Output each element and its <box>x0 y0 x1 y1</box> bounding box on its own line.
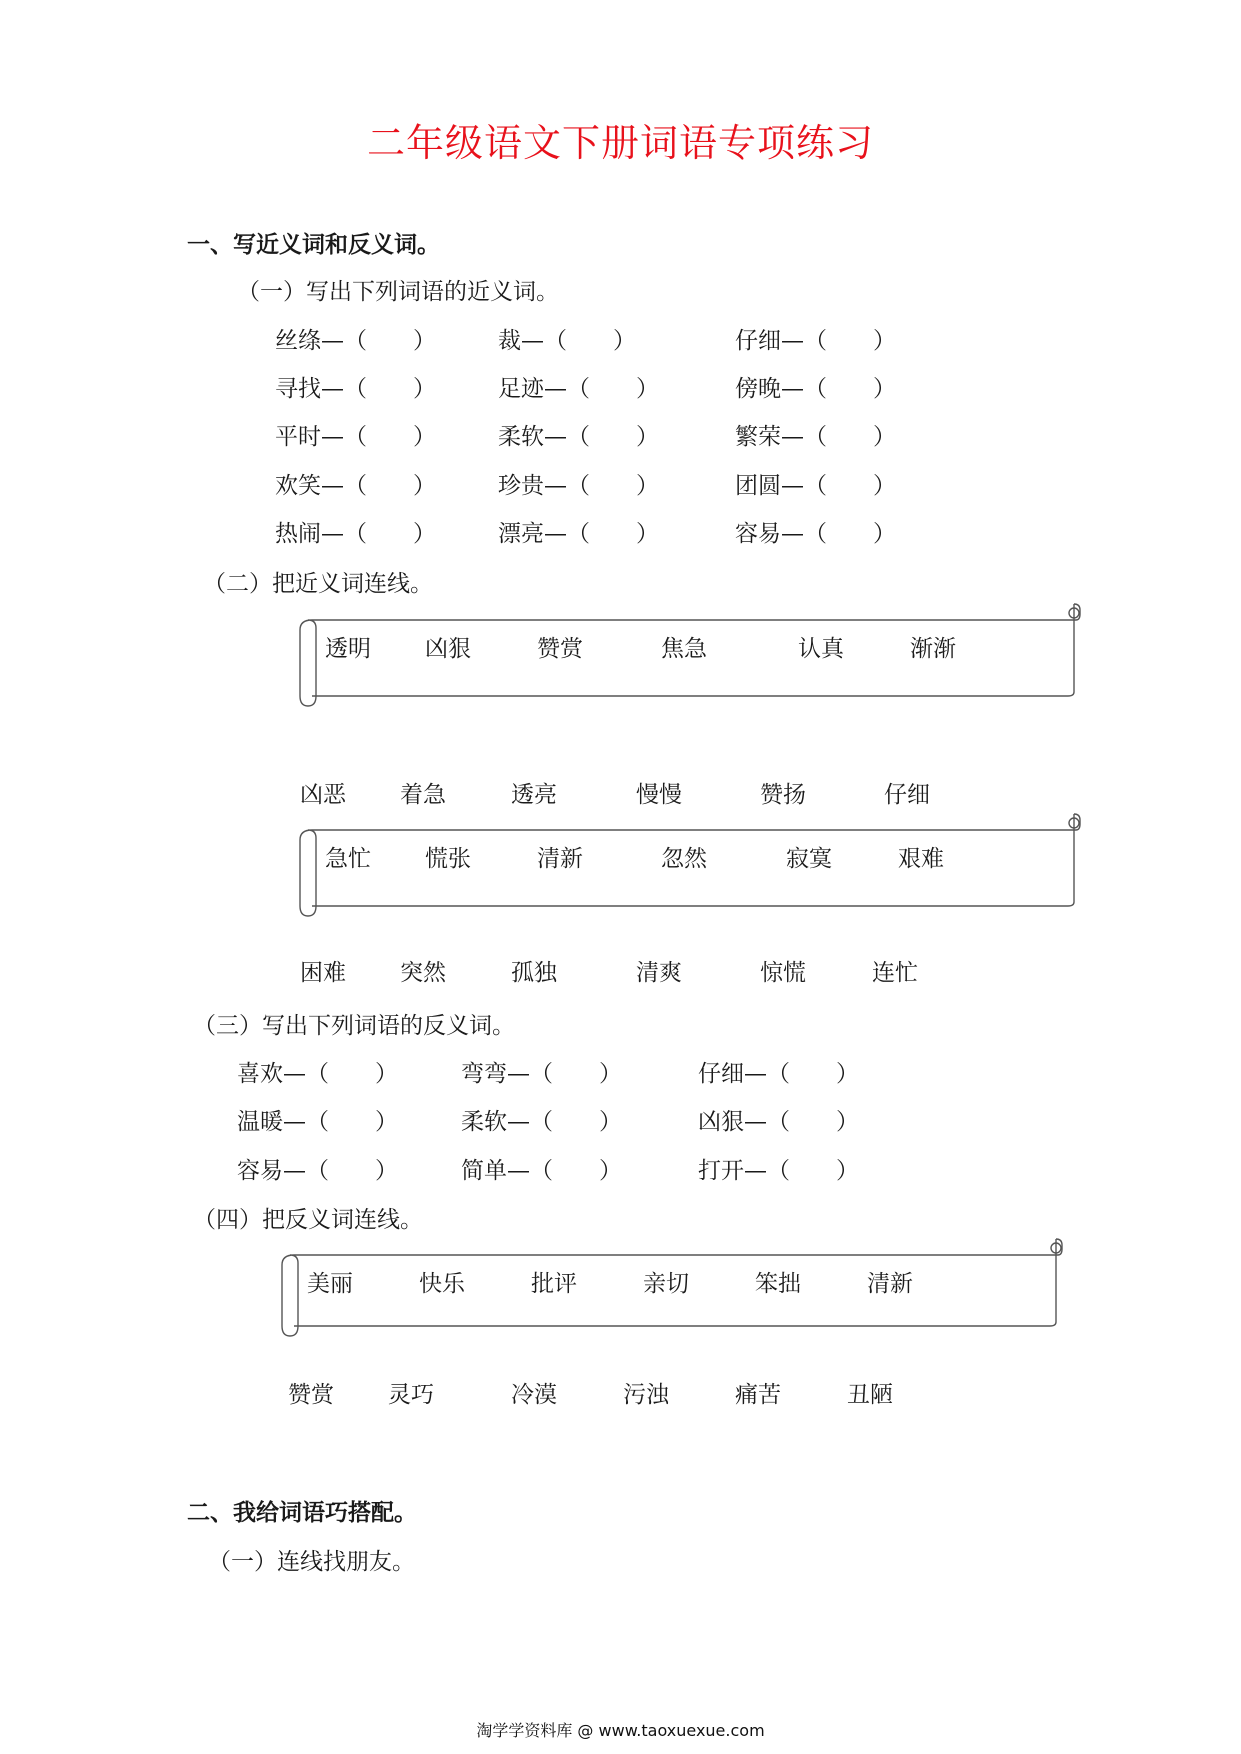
word-chip[interactable]: 凶恶 <box>300 782 346 808</box>
word-chip[interactable]: 赞赏 <box>288 1382 334 1408</box>
part4-heading: （四）把反义词连线。 <box>193 1207 423 1233</box>
antonym-item: 喜欢—（ ） <box>237 1061 398 1087</box>
word-chip[interactable]: 凶狠 <box>425 636 471 662</box>
antonym-item: 凶狠—（ ） <box>698 1109 859 1135</box>
antonym-item: 打开—（ ） <box>698 1158 859 1184</box>
antonym-item: 简单—（ ） <box>461 1158 622 1184</box>
word-chip[interactable]: 仔细 <box>884 782 930 808</box>
word-chip[interactable]: 美丽 <box>307 1271 353 1297</box>
word-chip[interactable]: 忽然 <box>661 846 707 872</box>
synonym-item: 寻找—（ ） <box>275 376 436 402</box>
word-chip[interactable]: 快乐 <box>419 1271 465 1297</box>
footer-watermark: 淘学学资料库 @ www.taoxuexue.com <box>476 1721 765 1740</box>
word-chip[interactable]: 透明 <box>325 636 371 662</box>
word-chip[interactable]: 突然 <box>400 960 446 986</box>
word-chip[interactable]: 批评 <box>531 1271 577 1297</box>
part2-heading: （二）把近义词连线。 <box>203 571 433 597</box>
word-chip[interactable]: 着急 <box>400 782 446 808</box>
synonym-item: 团圆—（ ） <box>735 473 896 499</box>
synonym-item: 容易—（ ） <box>735 521 896 547</box>
synonym-item: 柔软—（ ） <box>498 424 659 450</box>
word-chip[interactable]: 清新 <box>537 846 583 872</box>
word-chip[interactable]: 渐渐 <box>910 636 956 662</box>
word-chip[interactable]: 冷漠 <box>511 1382 557 1408</box>
synonym-item: 珍贵—（ ） <box>498 473 659 499</box>
antonym-item: 容易—（ ） <box>237 1158 398 1184</box>
synonym-item: 丝绦—（ ） <box>275 328 436 354</box>
synonym-item: 平时—（ ） <box>275 424 436 450</box>
word-chip[interactable]: 艰难 <box>898 846 944 872</box>
word-chip[interactable]: 慌张 <box>425 846 471 872</box>
word-chip[interactable]: 连忙 <box>872 960 918 986</box>
page-title: 二年级语文下册词语专项练习 <box>366 121 874 165</box>
word-chip[interactable]: 清新 <box>867 1271 913 1297</box>
synonym-item: 漂亮—（ ） <box>498 521 659 547</box>
word-chip[interactable]: 痛苦 <box>735 1382 781 1408</box>
synonym-item: 傍晚—（ ） <box>735 376 896 402</box>
synonym-item: 欢笑—（ ） <box>275 473 436 499</box>
word-chip[interactable]: 惊慌 <box>760 960 806 986</box>
word-chip[interactable]: 笨拙 <box>755 1271 801 1297</box>
synonym-item: 仔细—（ ） <box>735 328 896 354</box>
word-chip[interactable]: 赞赏 <box>537 636 583 662</box>
word-chip[interactable]: 寂寞 <box>786 846 832 872</box>
word-chip[interactable]: 急忙 <box>325 846 371 872</box>
part1-heading: （一）写出下列词语的近义词。 <box>237 279 559 305</box>
section2-heading: 二、我给词语巧搭配。 <box>187 1499 417 1526</box>
word-chip[interactable]: 清爽 <box>636 960 682 986</box>
part3-heading: （三）写出下列词语的反义词。 <box>193 1013 515 1039</box>
synonym-item: 热闹—（ ） <box>275 521 436 547</box>
word-chip[interactable]: 丑陋 <box>847 1382 893 1408</box>
antonym-item: 弯弯—（ ） <box>461 1061 622 1087</box>
word-chip[interactable]: 孤独 <box>511 960 557 986</box>
antonym-item: 仔细—（ ） <box>698 1061 859 1087</box>
section1-heading: 一、写近义词和反义词。 <box>187 231 440 258</box>
antonym-item: 温暖—（ ） <box>237 1109 398 1135</box>
word-chip[interactable]: 认真 <box>798 636 844 662</box>
synonym-item: 裁—（ ） <box>498 328 636 354</box>
synonym-item: 足迹—（ ） <box>498 376 659 402</box>
word-chip[interactable]: 污浊 <box>623 1382 669 1408</box>
word-chip[interactable]: 慢慢 <box>636 782 682 808</box>
word-chip[interactable]: 困难 <box>300 960 346 986</box>
word-chip[interactable]: 灵巧 <box>388 1382 434 1408</box>
word-chip[interactable]: 赞扬 <box>760 782 806 808</box>
word-chip[interactable]: 焦急 <box>661 636 707 662</box>
synonym-item: 繁荣—（ ） <box>735 424 896 450</box>
word-chip[interactable]: 亲切 <box>643 1271 689 1297</box>
antonym-item: 柔软—（ ） <box>461 1109 622 1135</box>
section2-part1-heading: （一）连线找朋友。 <box>208 1549 415 1575</box>
word-chip[interactable]: 透亮 <box>511 782 557 808</box>
